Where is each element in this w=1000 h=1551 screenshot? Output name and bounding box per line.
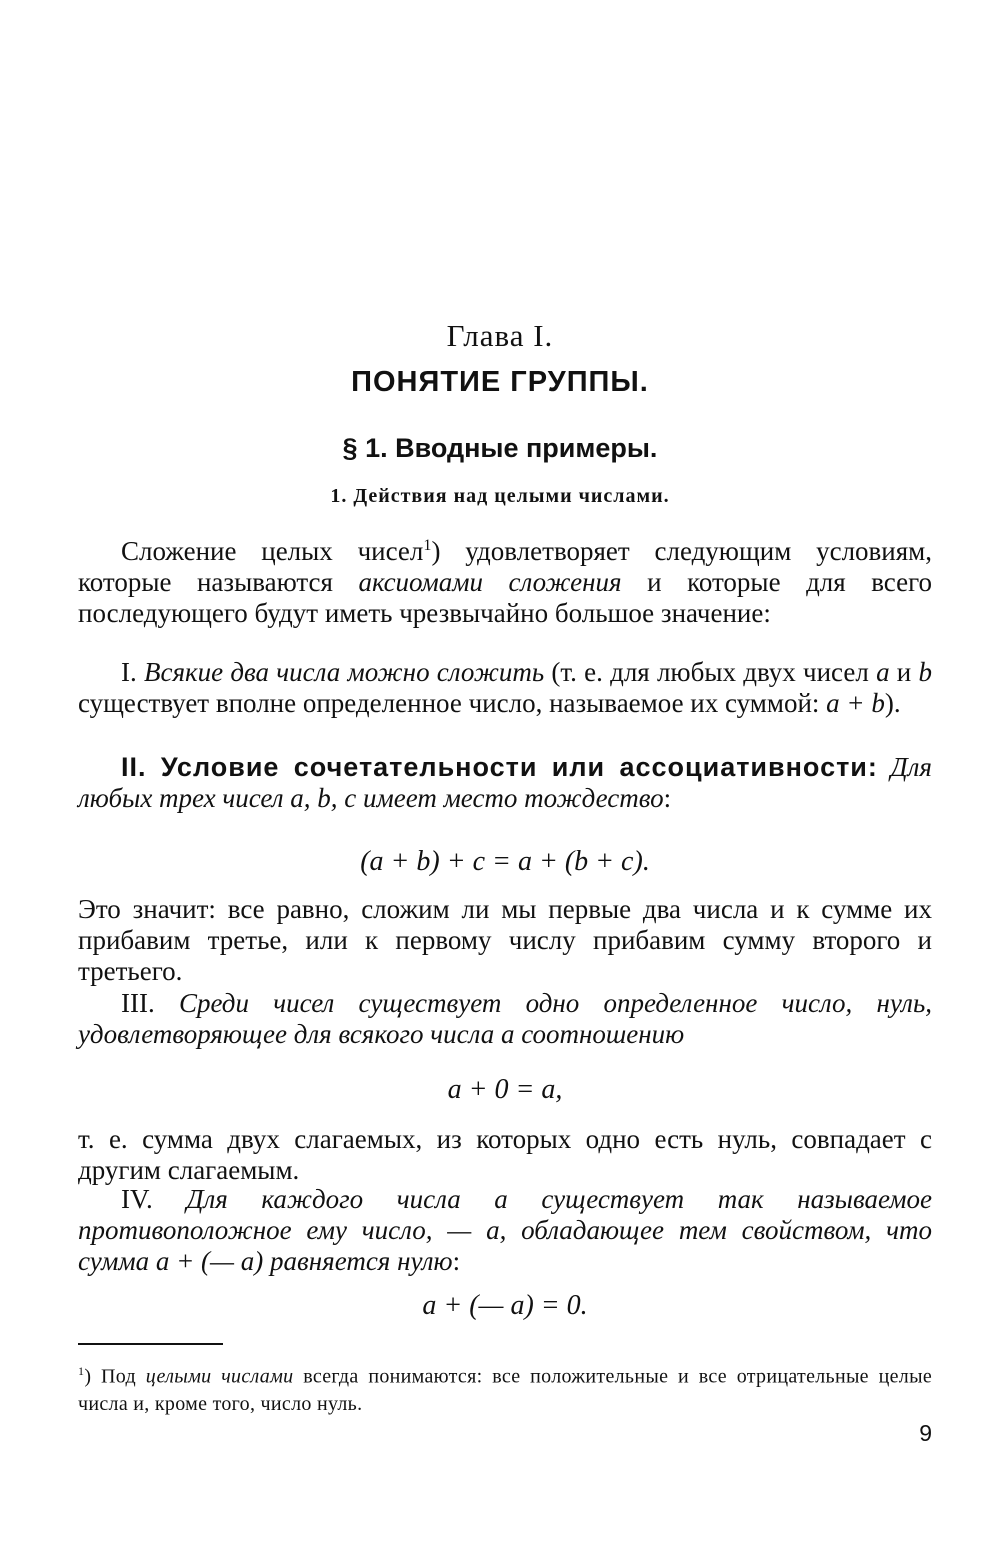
formula-inverse: a + (— a) = 0. xyxy=(422,1290,588,1321)
axiom-1: I. Всякие два числа можно сложить (т. е. для любых двух чисел a и b существует вполне определенное число, называемое их суммой: a + b). xyxy=(78,657,932,718)
paragraph-zero-explanation: т. е. сумма двух слагаемых, из которых одно есть нуль, совпадает с другим слагаемым. xyxy=(78,1124,932,1185)
subsection-heading: 1. Действия над целыми числами. xyxy=(330,485,670,507)
chapter-title: ПОНЯТИЕ ГРУППЫ. xyxy=(351,366,649,398)
axiom-3: III. Среди чисел существует одно определенное число, нуль, удовлетворяющее для всякого числа a соотношению xyxy=(78,988,932,1049)
formula-zero: a + 0 = a, xyxy=(447,1074,563,1105)
formula-associativity: (a + b) + c = a + (b + c). xyxy=(360,846,650,877)
page-number: 9 xyxy=(919,1420,932,1446)
axiom-2: II. Условие сочетательности или ассоциативности: Для любых трех чисел a, b, c имеет место тождество: xyxy=(78,752,932,813)
paragraph-intro: Сложение целых чисел$^1$) удовлетворяет следующим условиям, которые называются аксиомами сложения и которые для всего последующего будут иметь чрезвычайно большое значение: xyxy=(78,536,933,628)
footnote-ref: 1 xyxy=(423,536,432,554)
paragraph-explanation: Это значит: все равно, сложим ли мы первые два числа и к сумме их прибавим третье, или к первому числу прибавим сумму второго и третьего. xyxy=(78,894,932,986)
section-heading: § 1. Вводные примеры. xyxy=(342,433,658,463)
footnote: $^1$) Под целыми числами всегда понимаются: все положительные и все отрицательные целые числа и, кроме того, число нуль. xyxy=(78,1364,932,1415)
footnote-divider xyxy=(78,1343,223,1345)
axiom-4: IV. Для каждого числа a существует так называемое противоположное ему число, — a, обладающее тем свойством, что сумма a + (— a) равняется нулю: xyxy=(78,1184,933,1276)
chapter-heading: Глава I. xyxy=(446,318,554,353)
